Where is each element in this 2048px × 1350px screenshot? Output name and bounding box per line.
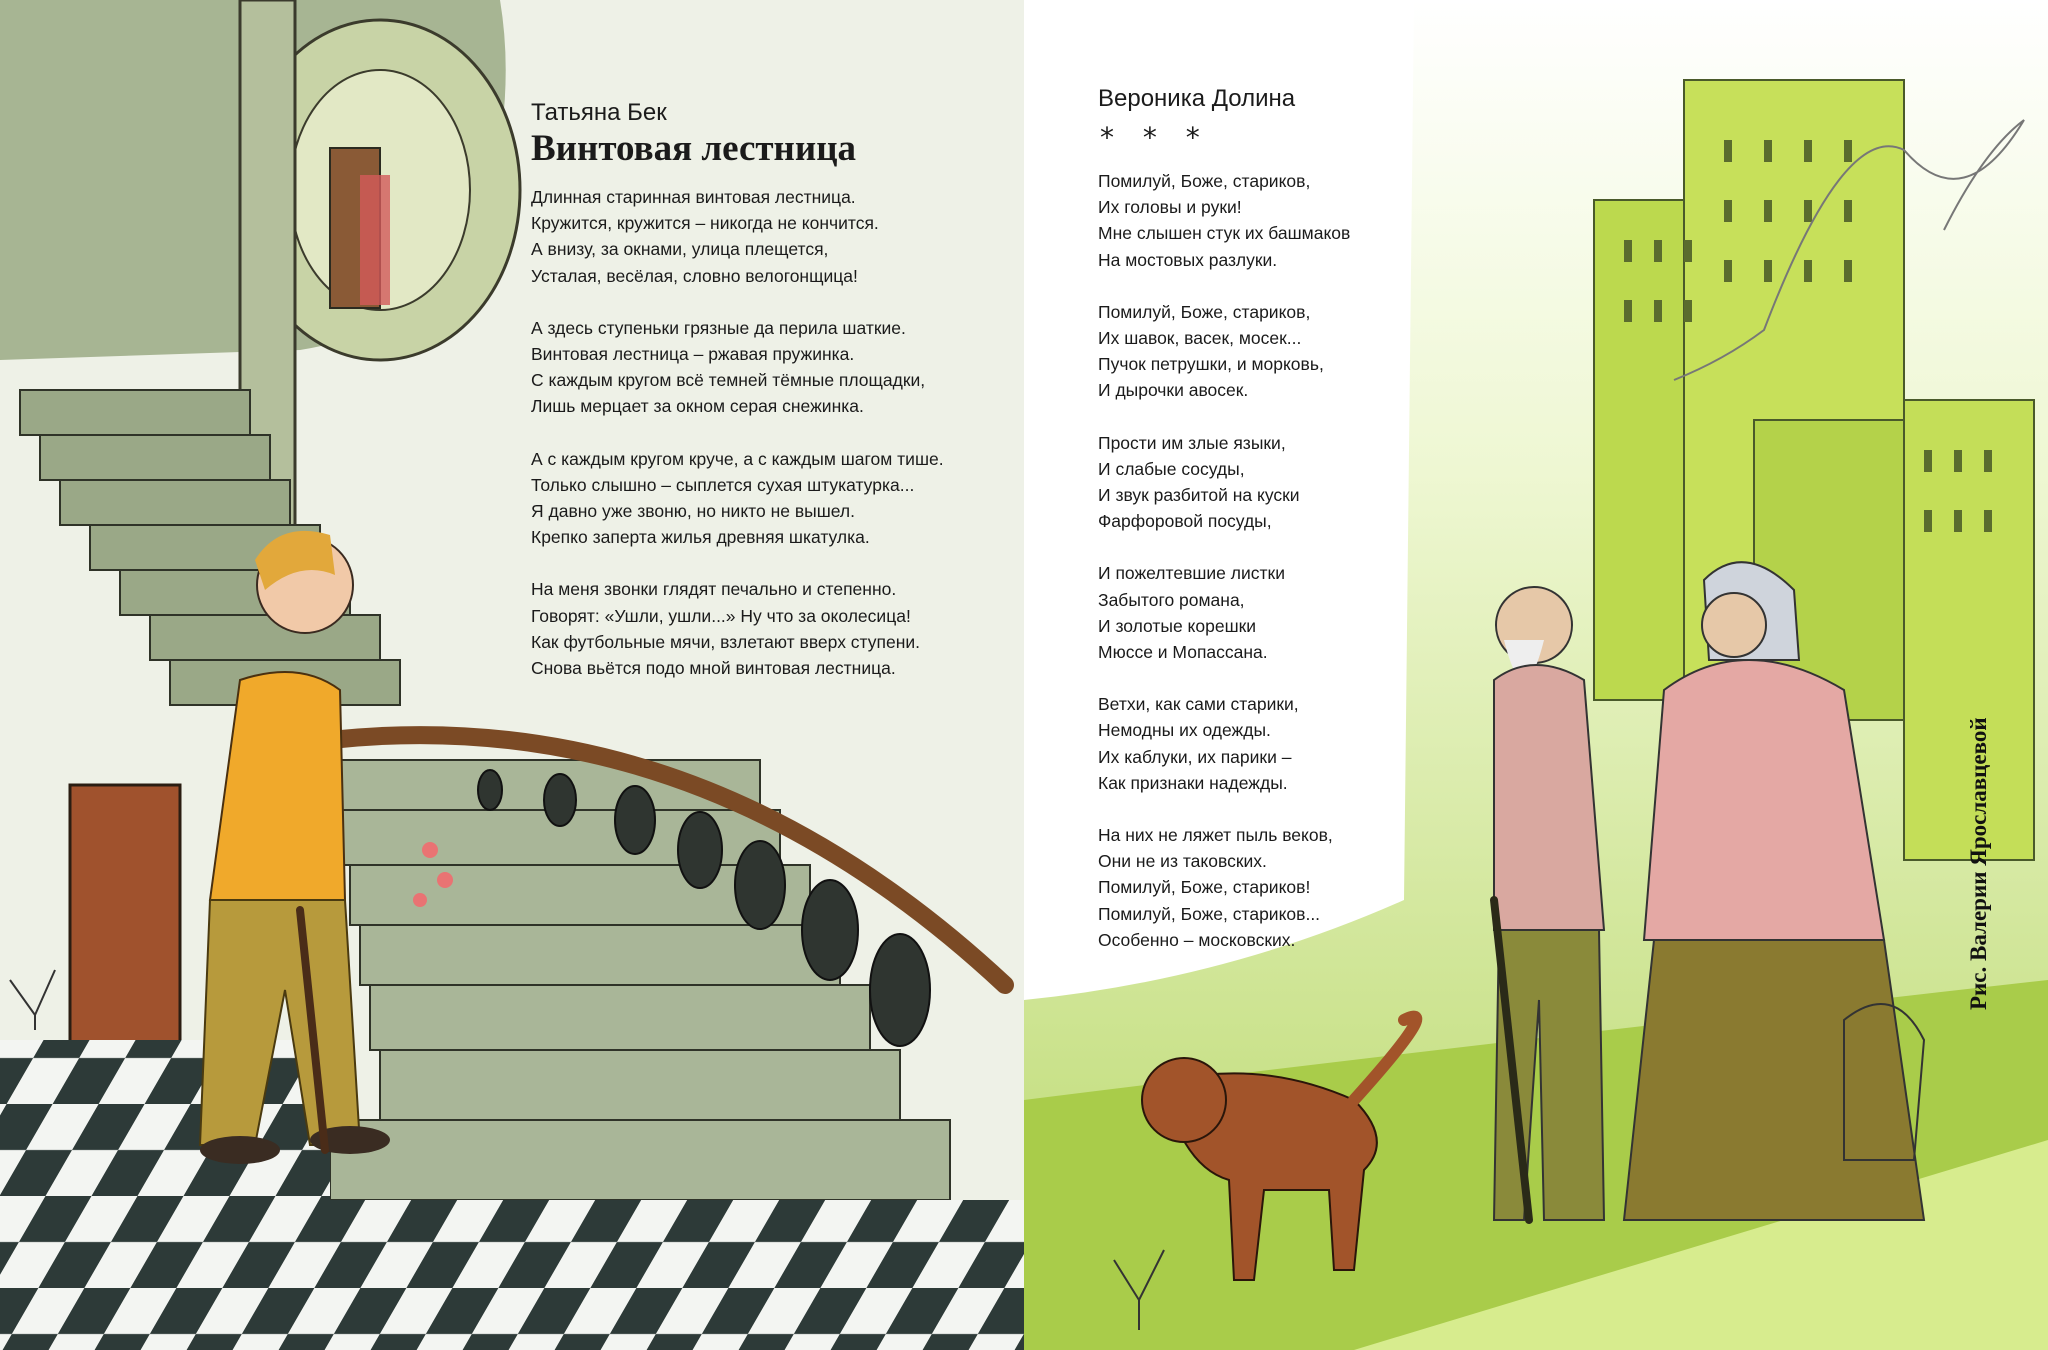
poem-line: Мне слышен стук их башмаков xyxy=(1098,223,1351,244)
poem-author: Татьяна Бек xyxy=(531,99,667,126)
poem-line: И пожелтевшие листки xyxy=(1098,563,1285,584)
poem-line: Крепко заперта жилья древняя шкатулка. xyxy=(531,527,870,548)
poem-title: Винтовая лестница xyxy=(531,128,857,169)
asterism-title: * * * xyxy=(1100,121,1210,154)
poem-line: И слабые сосуды, xyxy=(1098,458,1245,479)
poem-left xyxy=(531,98,1001,707)
poem-line: Винтовая лестница – ржавая пружинка. xyxy=(531,344,855,365)
stanza xyxy=(1098,299,1438,404)
poem-line: Как футбольные мячи, взлетают вверх ступени. xyxy=(531,631,921,652)
poem-line: Они не из таковских. xyxy=(1098,851,1267,872)
stanza xyxy=(531,576,1001,681)
poem-line: Немодны их одежды. xyxy=(1098,720,1271,741)
poem-line: Как признаки надежды. xyxy=(1098,772,1288,793)
poem-line: На меня звонки глядят печально и степенно. xyxy=(531,579,897,600)
poem-line: Говорят: «Ушли, ушли...» Ну что за околесица! xyxy=(531,605,911,626)
right-page xyxy=(1024,0,2048,1350)
poem-line: Лишь мерцает за окном серая снежинка. xyxy=(531,396,864,417)
stanza xyxy=(1098,560,1438,665)
illustration-credit: Рис. Валерии Ярославцевой xyxy=(1966,717,1991,1010)
poem-line: Прости им злые языки, xyxy=(1098,432,1286,453)
stanza xyxy=(1098,430,1438,535)
poem-line: Их головы и руки! xyxy=(1098,197,1242,218)
poem-line: Помилуй, Боже, стариков, xyxy=(1098,301,1311,322)
poem-line: Фарфоровой посуды, xyxy=(1098,511,1272,532)
poem-line: Забытого романа, xyxy=(1098,589,1245,610)
poem-line: Помилуй, Боже, стариков! xyxy=(1098,877,1311,898)
poem-line: А с каждым кругом круче, а с каждым шагом тише. xyxy=(531,448,944,469)
poem-line: Их шавок, васек, мосек... xyxy=(1098,328,1302,349)
poem-line: Я давно уже звоню, но никто не вышел. xyxy=(531,501,855,522)
stanza xyxy=(531,446,1001,551)
poem-line: Снова вьётся подо мной винтовая лестница. xyxy=(531,658,896,679)
girl-figure xyxy=(360,175,390,305)
poem-line: И золотые корешки xyxy=(1098,615,1257,636)
poem-line: И дырочки авосек. xyxy=(1098,380,1249,401)
stanza xyxy=(1098,691,1438,796)
poem-line: Длинная старинная винтовая лестница. xyxy=(531,187,856,207)
lower-door xyxy=(70,785,180,1045)
poem-line: А внизу, за окнами, улица плещется, xyxy=(531,239,829,260)
poem-line: Помилуй, Боже, стариков... xyxy=(1098,903,1321,924)
stanza xyxy=(1098,822,1438,953)
poem-line: Особенно – московских. xyxy=(1098,929,1296,950)
poem-line: Их каблуки, их парики – xyxy=(1098,746,1292,767)
poem-line: Только слышно – сыплется сухая штукатурка... xyxy=(531,474,915,495)
poem-line: На них не ляжет пыль веков, xyxy=(1098,825,1333,846)
poem-line: Кружится, кружится – никогда не кончится. xyxy=(531,213,879,234)
poem-line: На мостовых разлуки. xyxy=(1098,249,1278,270)
poem-line: И звук разбитой на куски xyxy=(1098,485,1300,506)
poem-line: А здесь ступеньки грязные да перила шаткие. xyxy=(531,317,906,338)
stanza xyxy=(531,184,1001,289)
poem-line: Усталая, весёлая, словно велогонщица! xyxy=(531,265,858,286)
poem-author: Вероника Долина xyxy=(1098,85,1296,112)
poem-line: Пучок петрушки, и морковь, xyxy=(1098,354,1324,375)
stanza xyxy=(1098,168,1438,273)
poem-line: Ветхи, как сами старики, xyxy=(1098,694,1299,715)
poem-line: Мюссе и Мопассана. xyxy=(1098,642,1268,663)
poem-line: Помилуй, Боже, стариков, xyxy=(1098,171,1311,191)
stanza xyxy=(531,315,1001,420)
poem-line: С каждым кругом всё темней тёмные площадки, xyxy=(531,370,926,391)
poem-right xyxy=(1098,84,1438,979)
